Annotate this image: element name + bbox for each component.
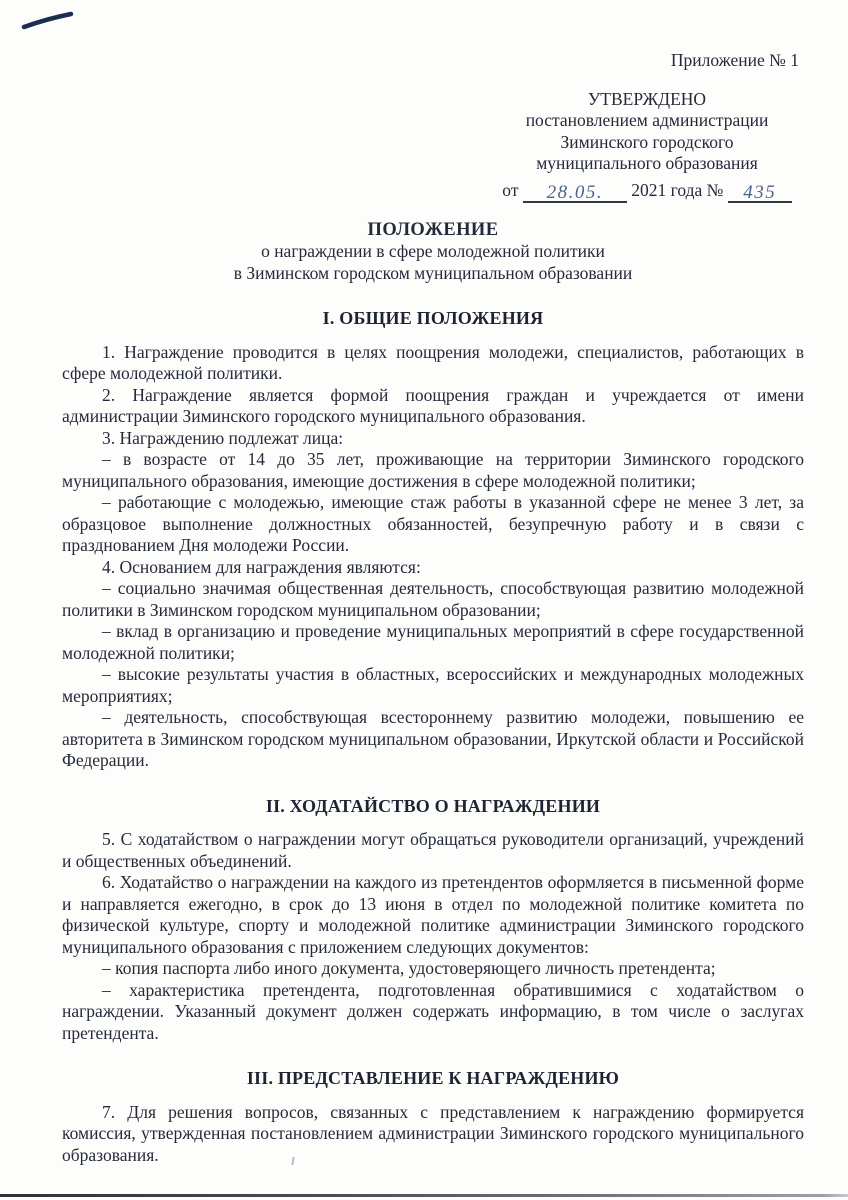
list-item: – работающие с молодежью, имеющие стаж работы в указанной сфере не менее 3 лет, за образцовое выполнение должностных обязанностей, безупречную работу и в связи с празднованием Дня молодежи России. xyxy=(62,492,804,555)
date-suffix: 2021 года № xyxy=(631,179,724,200)
approved-org-line2: муниципального образования xyxy=(536,153,758,173)
section-petition xyxy=(62,796,804,1045)
paragraph: 1. Награждение проводится в целях поощрения молодежи, специалистов, работающих в сфере молодежной политики. xyxy=(62,341,804,383)
handwritten-date: 28.05. xyxy=(546,181,604,203)
list-item: – копия паспорта либо иного документа, удостоверяющего личность претендента; xyxy=(102,958,716,978)
section-heading: II. ХОДАТАЙСТВО О НАГРАЖДЕНИИ xyxy=(265,795,601,816)
paragraph: 3. Награждению подлежат лица: xyxy=(102,427,344,448)
section-heading: III. ПРЕДСТАВЛЕНИЕ К НАГРАЖДЕНИЮ xyxy=(246,1068,620,1088)
document-subtitle-line2: в Зиминском городском муниципальном образовании xyxy=(233,262,633,283)
approval-date-line xyxy=(486,177,808,204)
list-item: – социально значимая общественная деятельность, способствующая развитию молодежной политики в Зиминском городском муниципальном образовании; xyxy=(62,578,804,620)
section-general-provisions xyxy=(62,308,804,772)
document-title-block xyxy=(62,220,804,285)
list-item: – вклад в организацию и проведение муниципальных мероприятий в сфере государственной молодежной политики; xyxy=(62,621,804,663)
list-item: – в возрасте от 14 до 35 лет, проживающие на территории Зиминского городского муниципального образования, имеющие достижения в сфере молодежной политики; xyxy=(62,449,804,491)
date-prefix: от xyxy=(502,179,519,200)
approved-stamp: УТВЕРЖДЕНО xyxy=(587,88,707,109)
list-item: – деятельность, способствующая всестороннему развитию молодежи, повышению ее авторитета в Зиминском городском муниципальном образовании, Иркутской области и Российской Федерации. xyxy=(62,707,804,770)
list-item: – высокие результаты участия в областных, всероссийских и международных молодежных мероприятиях; xyxy=(62,664,804,706)
paragraph: 7. Для решения вопросов, связанных с представлением к награждению формируется комиссия, утвержденная постановлением администрации Зиминского городского муниципального образования. xyxy=(62,1101,804,1165)
approved-org-line1: Зиминского городского xyxy=(560,131,734,152)
handwritten-number: 435 xyxy=(743,181,777,203)
list-item: – характеристика претендента, подготовленная обратившимися с ходатайством о награждении. Указанный документ должен содержать информацию, в том числе о заслугах претендента. xyxy=(62,979,804,1043)
document-title: ПОЛОЖЕНИЕ xyxy=(367,219,499,240)
approval-block xyxy=(486,89,808,204)
paragraph: 2. Награждение является формой поощрения граждан и учреждается от имени администрации Зиминского городского муниципального образования. xyxy=(62,384,804,426)
number-blank xyxy=(728,180,792,203)
date-blank xyxy=(523,180,627,203)
section-nomination xyxy=(62,1068,804,1166)
paragraph: 6. Ходатайство о награждении на каждого из претендентов оформляется в письменной форме и направляется ежегодно, в срок до 13 июня в отдел по молодежной политике комитета по физической культуре, спорту и молодежной политике администрации Зиминского городского муниципального образования с приложением следующих документов: xyxy=(62,872,804,957)
document-subtitle-line1: о награждении в сфере молодежной политики xyxy=(261,241,605,261)
appendix-label: Приложение № 1 xyxy=(670,50,799,70)
scan-edge xyxy=(0,1194,848,1197)
section-heading: I. ОБЩИЕ ПОЛОЖЕНИЯ xyxy=(322,308,544,328)
approved-by-line: постановлением администрации xyxy=(525,110,769,130)
paragraph: 5. С ходатайством о награждении могут обращаться руководители организаций, учреждений и общественных объединений. xyxy=(62,829,804,871)
paragraph: 4. Основанием для награждения являются: xyxy=(102,556,421,577)
pen-mark xyxy=(20,8,76,34)
